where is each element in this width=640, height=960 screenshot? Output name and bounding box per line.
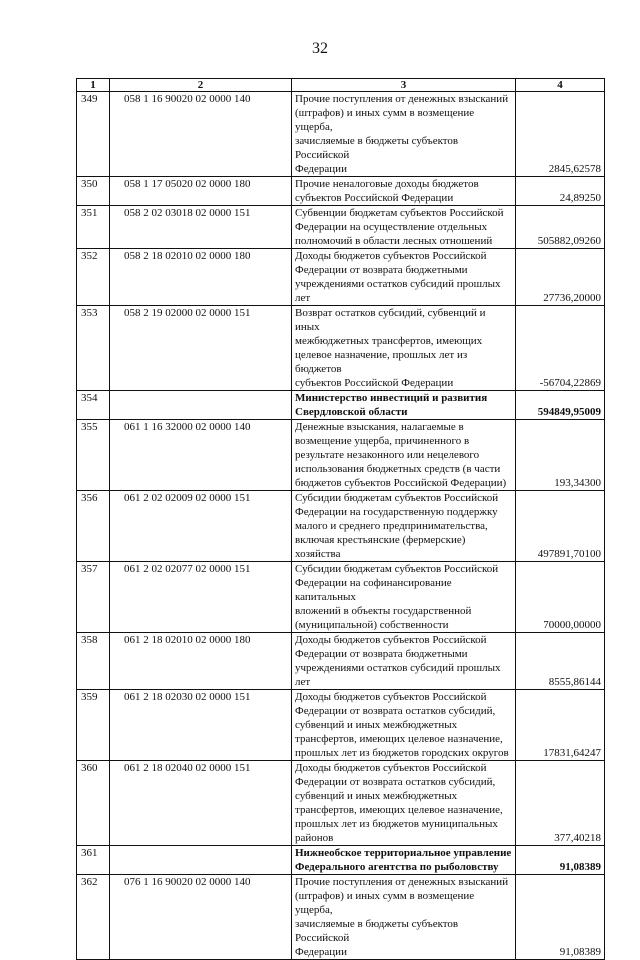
budget-code-cell bbox=[110, 391, 292, 420]
amount-cell: 594849,95009 bbox=[516, 391, 605, 420]
page-number: 32 bbox=[312, 40, 328, 57]
description-cell: Прочие неналоговые доходы бюджетов субъектов Российской Федерации bbox=[292, 177, 516, 206]
budget-code-cell: 076 1 16 90020 02 0000 140 bbox=[110, 875, 292, 960]
amount-cell: -56704,22869 bbox=[516, 306, 605, 391]
amount-cell: 24,89250 bbox=[516, 177, 605, 206]
description-cell: Денежные взыскания, налагаемые в возмещение ущерба, причиненного в результате незаконного или нецелевого использования бюджетных средств (в части бюджетов субъектов Российской Федерации) bbox=[292, 420, 516, 491]
amount-cell: 497891,70100 bbox=[516, 491, 605, 562]
row-number-cell: 350 bbox=[77, 177, 110, 206]
row-number-cell: 358 bbox=[77, 633, 110, 690]
table-row bbox=[77, 491, 605, 562]
table-row bbox=[77, 562, 605, 633]
table-row bbox=[77, 92, 605, 177]
row-number-cell: 359 bbox=[77, 690, 110, 761]
table-row bbox=[77, 206, 605, 249]
budget-code-cell: 058 1 16 90020 02 0000 140 bbox=[110, 92, 292, 177]
description-cell: Возврат остатков субсидий, субвенций и иных межбюджетных трансфертов, имеющих целевое назначение, прошлых лет из бюджетов субъектов Российской Федерации bbox=[292, 306, 516, 391]
description-cell: Министерство инвестиций и развития Свердловской области bbox=[292, 391, 516, 420]
description-cell: Прочие поступления от денежных взысканий (штрафов) и иных сумм в возмещение ущерба, зачисляемые в бюджеты субъектов Российской Федерации bbox=[292, 875, 516, 960]
row-number-cell: 352 bbox=[77, 249, 110, 306]
description-cell: Доходы бюджетов субъектов Российской Федерации от возврата остатков субсидий, субвенций и иных межбюджетных трансфертов, имеющих целевое назначение, прошлых лет из бюджетов городских округов bbox=[292, 690, 516, 761]
amount-cell: 17831,64247 bbox=[516, 690, 605, 761]
row-number-cell: 362 bbox=[77, 875, 110, 960]
amount-cell: 193,34300 bbox=[516, 420, 605, 491]
header-col-2: 2 bbox=[110, 79, 292, 92]
description-cell: Доходы бюджетов субъектов Российской Федерации от возврата остатков субсидий, субвенций и иных межбюджетных трансфертов, имеющих целевое назначение, прошлых лет из бюджетов муниципальных районов bbox=[292, 761, 516, 846]
description-cell: Субсидии бюджетам субъектов Российской Федерации на софинансирование капитальных вложений в объекты государственной (муниципальной) собственности bbox=[292, 562, 516, 633]
description-cell: Доходы бюджетов субъектов Российской Федерации от возврата бюджетными учреждениями остатков субсидий прошлых лет bbox=[292, 249, 516, 306]
amount-cell: 377,40218 bbox=[516, 761, 605, 846]
header-col-1: 1 bbox=[77, 79, 110, 92]
amount-cell: 91,08389 bbox=[516, 875, 605, 960]
table-row bbox=[77, 761, 605, 846]
row-number-cell: 357 bbox=[77, 562, 110, 633]
budget-code-cell: 061 2 02 02009 02 0000 151 bbox=[110, 491, 292, 562]
description-cell: Субсидии бюджетам субъектов Российской Федерации на государственную поддержку малого и среднего предпринимательства, включая крестьянские (фермерские) хозяйства bbox=[292, 491, 516, 562]
row-number-cell: 349 bbox=[77, 92, 110, 177]
revenue-table bbox=[76, 78, 605, 960]
table-row bbox=[77, 249, 605, 306]
row-number-cell: 360 bbox=[77, 761, 110, 846]
table-row bbox=[77, 177, 605, 206]
description-cell: Нижнеобское территориальное управление Федерального агентства по рыболовству bbox=[292, 846, 516, 875]
table-row bbox=[77, 391, 605, 420]
table-row bbox=[77, 420, 605, 491]
table-row bbox=[77, 306, 605, 391]
amount-cell: 8555,86144 bbox=[516, 633, 605, 690]
budget-code-cell bbox=[110, 846, 292, 875]
description-cell: Субвенции бюджетам субъектов Российской Федерации на осуществление отдельных полномочий в области лесных отношений bbox=[292, 206, 516, 249]
table-header-row bbox=[77, 79, 605, 92]
budget-code-cell: 058 2 19 02000 02 0000 151 bbox=[110, 306, 292, 391]
amount-cell: 91,08389 bbox=[516, 846, 605, 875]
row-number-cell: 361 bbox=[77, 846, 110, 875]
table-row bbox=[77, 633, 605, 690]
amount-cell: 27736,20000 bbox=[516, 249, 605, 306]
amount-cell: 70000,00000 bbox=[516, 562, 605, 633]
budget-code-cell: 061 1 16 32000 02 0000 140 bbox=[110, 420, 292, 491]
budget-code-cell: 058 2 02 03018 02 0000 151 bbox=[110, 206, 292, 249]
amount-cell: 505882,09260 bbox=[516, 206, 605, 249]
budget-code-cell: 061 2 18 02030 02 0000 151 bbox=[110, 690, 292, 761]
row-number-cell: 355 bbox=[77, 420, 110, 491]
table-row bbox=[77, 690, 605, 761]
header-col-4: 4 bbox=[516, 79, 605, 92]
amount-cell: 2845,62578 bbox=[516, 92, 605, 177]
row-number-cell: 353 bbox=[77, 306, 110, 391]
budget-code-cell: 058 1 17 05020 02 0000 180 bbox=[110, 177, 292, 206]
description-cell: Доходы бюджетов субъектов Российской Федерации от возврата бюджетными учреждениями остатков субсидий прошлых лет bbox=[292, 633, 516, 690]
budget-code-cell: 061 2 02 02077 02 0000 151 bbox=[110, 562, 292, 633]
description-cell: Прочие поступления от денежных взысканий (штрафов) и иных сумм в возмещение ущерба, зачисляемые в бюджеты субъектов Российской Федерации bbox=[292, 92, 516, 177]
header-col-3: 3 bbox=[292, 79, 516, 92]
table-row bbox=[77, 875, 605, 960]
table-row bbox=[77, 846, 605, 875]
row-number-cell: 351 bbox=[77, 206, 110, 249]
row-number-cell: 354 bbox=[77, 391, 110, 420]
budget-code-cell: 061 2 18 02010 02 0000 180 bbox=[110, 633, 292, 690]
budget-code-cell: 061 2 18 02040 02 0000 151 bbox=[110, 761, 292, 846]
budget-code-cell: 058 2 18 02010 02 0000 180 bbox=[110, 249, 292, 306]
row-number-cell: 356 bbox=[77, 491, 110, 562]
